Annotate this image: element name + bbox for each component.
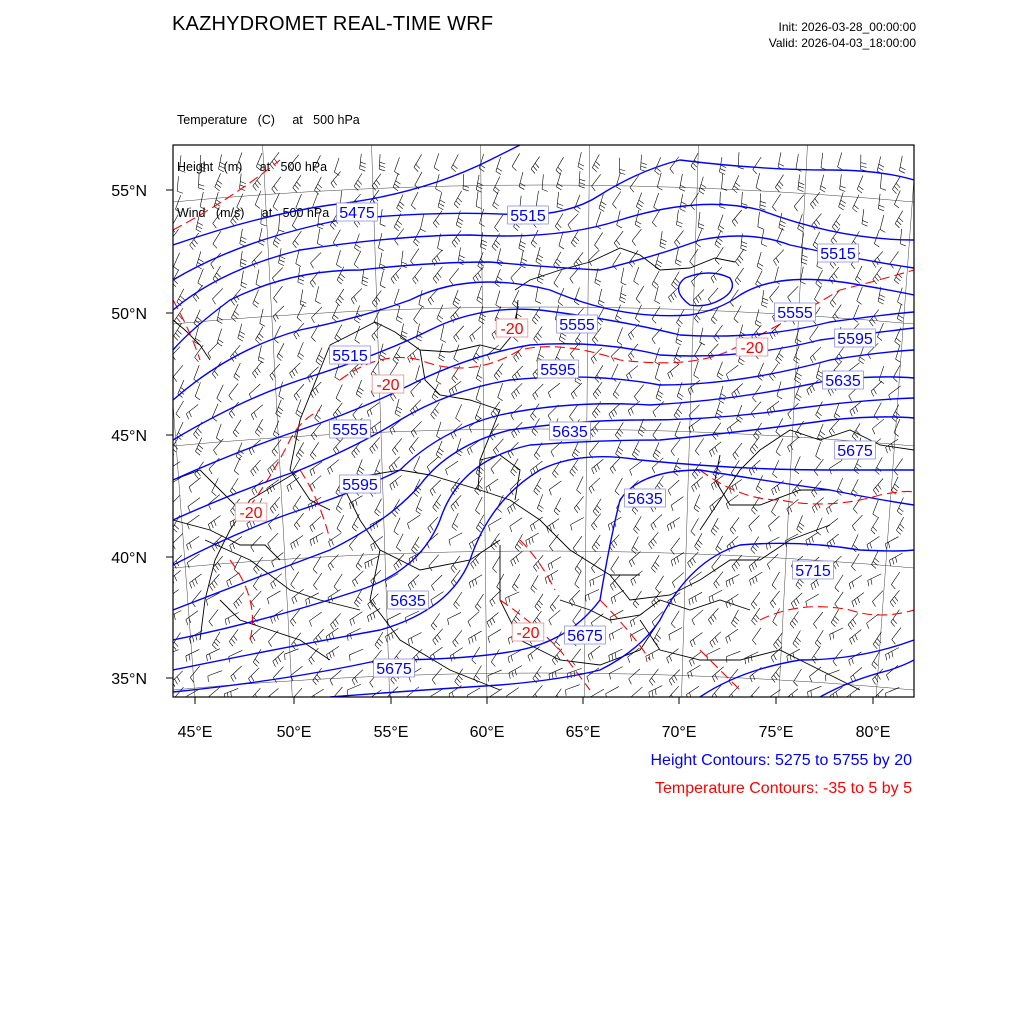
field-height: Height (m) at 500 hPa xyxy=(177,159,328,174)
height-contour-label xyxy=(835,329,876,348)
svg-text:5635: 5635 xyxy=(825,373,861,390)
lat-lon-grid xyxy=(45,63,1024,812)
lon-tick-label: 70°E xyxy=(661,724,697,741)
svg-text:5595: 5595 xyxy=(342,477,378,494)
height-contour-label xyxy=(775,303,816,322)
height-contour-label xyxy=(330,420,371,439)
height-contour-legend: Height Contours: 5275 to 5755 by 20 xyxy=(650,752,912,769)
height-contour-label xyxy=(625,489,666,508)
lon-tick-label: 65°E xyxy=(565,724,601,741)
height-contour-label xyxy=(340,475,381,494)
map-title: KAZHYDROMET REAL-TIME WRF xyxy=(172,13,494,35)
lat-tick-label: 55°N xyxy=(111,183,147,200)
height-contour-label xyxy=(538,360,579,379)
height-contour-label xyxy=(565,626,606,645)
lat-tick-label: 40°N xyxy=(111,550,147,567)
lon-tick-label: 80°E xyxy=(855,724,891,741)
svg-text:5715: 5715 xyxy=(795,563,831,580)
lon-tick-label: 75°E xyxy=(758,724,794,741)
lat-tick-label: 35°N xyxy=(111,671,147,688)
svg-text:-20: -20 xyxy=(740,340,764,357)
svg-text:5675: 5675 xyxy=(567,628,603,645)
svg-text:-20: -20 xyxy=(500,321,524,338)
height-contour-label xyxy=(550,422,591,441)
temperature-contour-label xyxy=(736,338,768,357)
lat-tick-label: 50°N xyxy=(111,306,147,323)
height-contour-label xyxy=(508,206,549,225)
svg-text:5675: 5675 xyxy=(837,443,873,460)
height-contour-label xyxy=(337,203,378,222)
height-contour-label xyxy=(818,244,859,263)
height-contour-label xyxy=(823,371,864,390)
height-contour-label xyxy=(835,441,876,460)
lon-tick-label: 55°E xyxy=(373,724,409,741)
lat-tick-label: 45°N xyxy=(111,428,147,445)
svg-text:5635: 5635 xyxy=(390,593,426,610)
svg-text:-20: -20 xyxy=(376,377,400,394)
lon-tick-label: 45°E xyxy=(177,724,213,741)
svg-text:5475: 5475 xyxy=(339,205,375,222)
height-contour-label xyxy=(374,659,415,678)
axis-labels xyxy=(111,183,890,741)
svg-text:-20: -20 xyxy=(239,505,263,522)
field-temperature: Temperature (C) at 500 hPa xyxy=(177,113,360,127)
init-time: Init: 2026-03-28_00:00:00 xyxy=(778,20,916,34)
lon-tick-label: 60°E xyxy=(469,724,505,741)
svg-text:5635: 5635 xyxy=(627,491,663,508)
temperature-contour-label xyxy=(235,503,267,522)
height-contour-label xyxy=(557,315,598,334)
height-contour-label xyxy=(388,591,429,610)
valid-time: Valid: 2026-04-03_18:00:00 xyxy=(768,36,916,50)
field-wind: Wind (m/s) at 500 hPa xyxy=(177,206,330,220)
svg-text:5555: 5555 xyxy=(777,305,813,322)
temperature-contour-label xyxy=(496,319,528,338)
temperature-contour-legend: Temperature Contours: -35 to 5 by 5 xyxy=(654,780,912,797)
lon-tick-label: 50°E xyxy=(276,724,312,741)
svg-text:5595: 5595 xyxy=(540,362,576,379)
svg-text:5515: 5515 xyxy=(820,246,856,263)
svg-text:5555: 5555 xyxy=(332,422,368,439)
svg-text:-20: -20 xyxy=(516,625,540,642)
svg-text:5595: 5595 xyxy=(837,331,873,348)
svg-text:5515: 5515 xyxy=(332,348,368,365)
svg-text:5635: 5635 xyxy=(552,424,588,441)
temperature-contour-label xyxy=(372,375,404,394)
height-contour-label xyxy=(330,346,371,365)
svg-text:5675: 5675 xyxy=(376,661,412,678)
svg-text:5515: 5515 xyxy=(510,208,546,225)
temperature-contour-label xyxy=(512,623,544,642)
height-contour-label xyxy=(793,561,834,580)
contour-labels xyxy=(235,203,875,678)
svg-text:5555: 5555 xyxy=(559,317,595,334)
